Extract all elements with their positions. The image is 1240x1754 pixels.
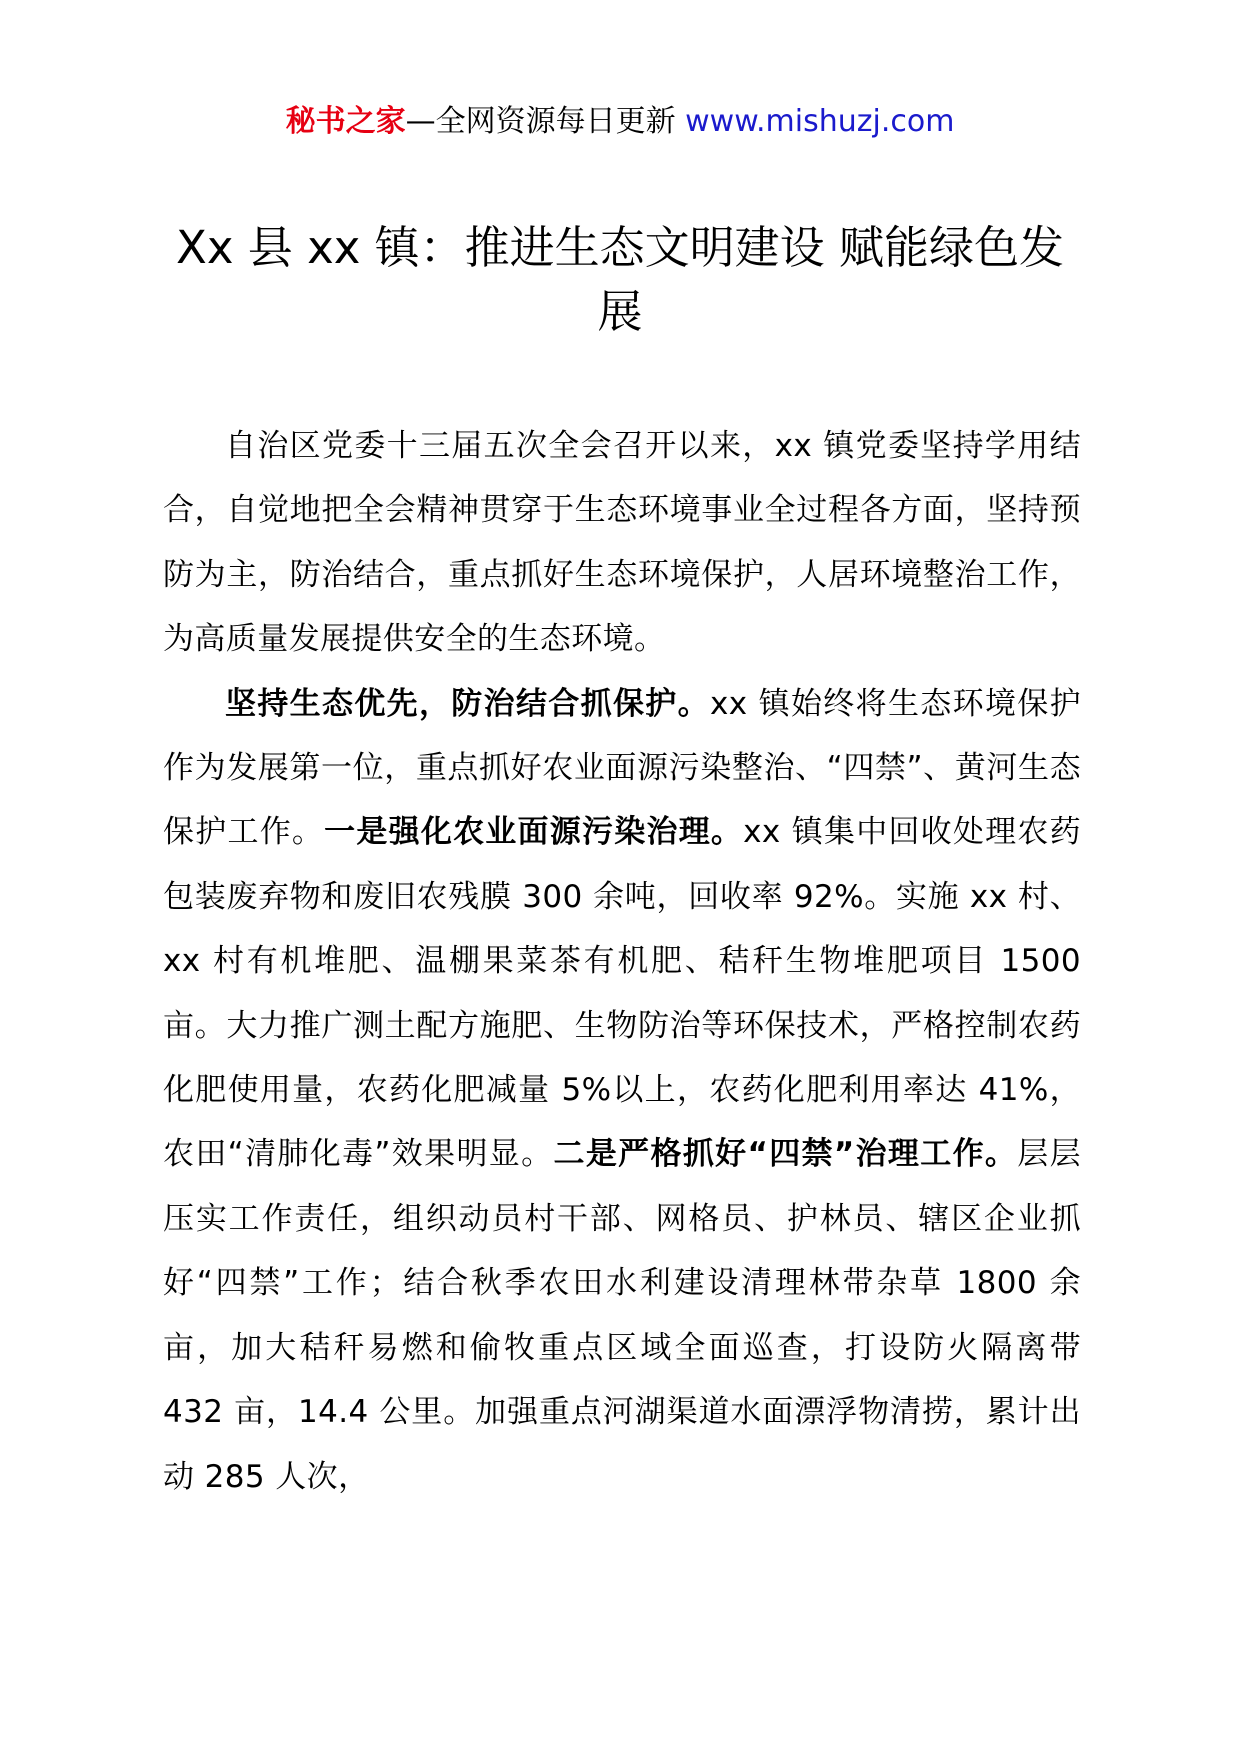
point-two-text: 层层压实工作责任，组织动员村干部、网格员、护林员、辖区企业抓好“四禁”工作；结合秋季农田水利建设清理林带杂草 1800 余亩，加大秸秆易燃和偷牧重点区域全面巡查，打设防火隔离带 432 亩，14.4 公里。加强重点河湖渠道水面漂浮物清捞，累计出动 285 人次， xyxy=(163,1136,1082,1495)
intro-paragraph xyxy=(163,414,1081,672)
point-two-heading: 二是严格抓好“四禁”治理工作。 xyxy=(553,1136,1018,1173)
site-header xyxy=(0,100,1240,144)
section-heading: 坚持生态优先，防治结合抓保护。 xyxy=(225,685,710,722)
section-paragraph xyxy=(163,672,1081,1509)
site-url-link[interactable]: www.mishuzj.com xyxy=(685,104,955,139)
document-title: Xx 县 xx 镇：推进生态文明建设 赋能绿色发展 xyxy=(176,221,1064,338)
point-one-text: xx 镇集中回收处理农药包装废弃物和废旧农残膜 300 余吨，回收率 92%。实施 xx 村、xx 村有机堆肥、温棚果菜茶有机肥、秸秆生物堆肥项目 1500 亩。大力推广测土配方施肥、生物防治等环保技术，严格控制农药化肥使用量，农药化肥减量 5%以上，农药化肥利用率达 41%，农田“清肺化毒”效果明显。 xyxy=(163,814,1081,1173)
point-one-heading: 一是强化农业面源污染治理。 xyxy=(324,814,744,851)
section-text: xx 镇始终将生态环境保护作为发展第一位，重点抓好农业面源污染整治、“四禁”、黄河生态保护工作。 xyxy=(163,685,1081,851)
intro-text: 自治区党委十三届五次全会召开以来，xx 镇党委坚持学用结合，自觉地把全会精神贯穿于生态环境事业全过程各方面，坚持预防为主，防治结合，重点抓好生态环境保护，人居环境整治工作，为高质量发展提供安全的生态环境。 xyxy=(163,428,1081,658)
header-slogan: —全网资源每日更新 xyxy=(405,104,686,139)
brand-name: 秘书之家 xyxy=(285,104,406,139)
document-body xyxy=(163,414,1081,1509)
